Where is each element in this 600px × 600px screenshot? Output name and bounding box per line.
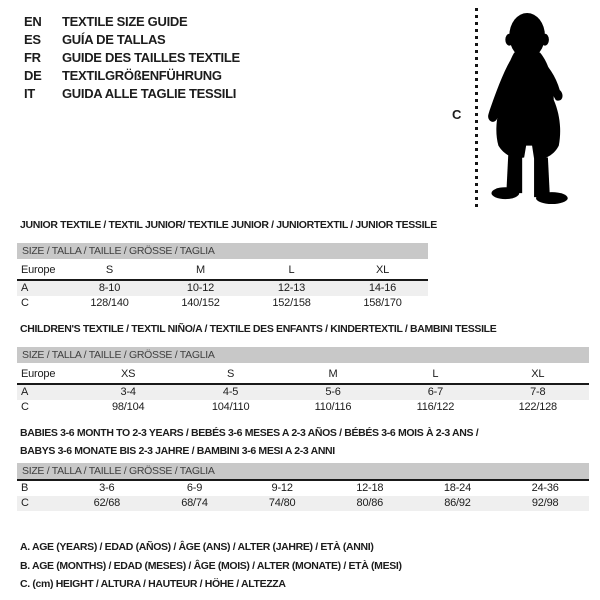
height-measure-figure [450, 6, 598, 216]
row-label: Europe [17, 364, 77, 384]
size-header-bar: SIZE / TALLA / TAILLE / GRÖSSE / TAGLIA [17, 243, 428, 260]
table-cell: 74/80 [238, 496, 326, 511]
dotted-height-line [475, 8, 478, 211]
table-cell: S [179, 364, 281, 384]
table-row [17, 400, 589, 415]
table-row [17, 480, 589, 496]
table-cell: 12-13 [246, 280, 337, 296]
babies-title-line-1: BABIES 3-6 MONTH TO 2-3 YEARS / BEBÉS 3-6 MESES A 2-3 AÑOS / BÉBÉS 3-6 MOIS À 2-3 ANS / [20, 427, 479, 439]
table-cell: M [155, 260, 246, 280]
height-measure-label: C [452, 107, 462, 122]
table-cell: 8-10 [64, 280, 155, 296]
lang-code: FR [24, 50, 41, 65]
lang-row-en [24, 13, 240, 31]
table-cell: L [246, 260, 337, 280]
toddler-silhouette-icon [486, 9, 592, 207]
table-cell: 18-24 [443, 482, 472, 494]
table-cell: S [64, 260, 155, 280]
lang-label: TEXTILE SIZE GUIDE [62, 14, 188, 29]
lang-code: IT [24, 86, 35, 101]
lang-label: GUIDA ALLE TAGLIE TESSILI [62, 86, 237, 101]
table-cell: 152/158 [272, 297, 311, 309]
lang-label: TEXTILGRÖßENFÜHRUNG [62, 68, 222, 83]
children-table-title: CHILDREN'S TEXTILE / TEXTIL NIÑO/A / TEXTILE DES ENFANTS / KINDERTEXTIL / BAMBINI TESSILE [20, 323, 497, 335]
lang-code: ES [24, 32, 41, 47]
babies-title-line-2: BABYS 3-6 MONATE BIS 2-3 JAHRE / BAMBINI 3-6 MESI A 2-3 ANNI [20, 445, 335, 457]
table-row [17, 260, 428, 280]
legend-line-c: C. (cm) HEIGHT / ALTURA / HAUTEUR / HÖHE / ALTEZZA [20, 578, 286, 590]
table-cell: 12-18 [356, 482, 384, 494]
table-cell: 6-7 [384, 384, 486, 400]
table-cell: 110/116 [314, 401, 352, 413]
row-label: B [21, 482, 29, 494]
language-title-list [24, 13, 240, 103]
lang-label: GUIDE DES TAILLES TEXTILE [62, 50, 240, 65]
lang-row-fr [24, 49, 240, 67]
row-label: C [21, 297, 29, 309]
table-cell: 5-6 [282, 384, 384, 400]
table-row [17, 296, 428, 311]
table-cell: 104/110 [211, 401, 250, 413]
legend-line-b: B. AGE (MONTHS) / EDAD (MESES) / ÂGE (MOIS) / ALTER (MONATE) / ETÀ (MESI) [20, 559, 402, 572]
lang-row-it [24, 85, 240, 103]
measurement-legend [20, 538, 402, 594]
lang-code: DE [24, 68, 42, 83]
table-cell: 68/74 [151, 496, 239, 511]
table-row [17, 384, 589, 400]
table-row [17, 496, 589, 511]
table-cell: XS [77, 364, 179, 384]
table-cell: 6-9 [186, 482, 203, 494]
table-cell: 122/128 [518, 401, 557, 413]
row-label: C [21, 401, 29, 413]
row-label: A [17, 280, 64, 296]
table-cell: 80/86 [326, 496, 414, 511]
babies-table-title [20, 424, 580, 460]
table-cell: 3-4 [77, 384, 179, 400]
babies-size-table [17, 463, 589, 511]
junior-size-table [17, 243, 428, 311]
table-row [17, 364, 589, 384]
table-cell: M [282, 364, 384, 384]
table-cell: 3-6 [99, 482, 115, 494]
size-header-bar: SIZE / TALLA / TAILLE / GRÖSSE / TAGLIA [17, 463, 589, 480]
lang-row-es [24, 31, 240, 49]
table-cell: 158/170 [363, 297, 402, 309]
table-cell: 9-12 [271, 482, 293, 494]
row-label: Europe [17, 260, 64, 280]
table-cell: 140/152 [181, 297, 220, 309]
table-cell: 24-36 [531, 482, 559, 494]
table-row [17, 280, 428, 296]
legend-line-a: A. AGE (YEARS) / EDAD (AÑOS) / ÂGE (ANS) / ALTER (JAHRE) / ETÀ (ANNI) [20, 541, 374, 553]
size-header-bar: SIZE / TALLA / TAILLE / GRÖSSE / TAGLIA [17, 347, 589, 364]
junior-table-title: JUNIOR TEXTILE / TEXTIL JUNIOR/ TEXTILE JUNIOR / JUNIORTEXTIL / JUNIOR TESSILE [20, 219, 437, 231]
lang-code: EN [24, 14, 42, 29]
table-cell: 7-8 [487, 384, 589, 400]
table-cell: 98/104 [111, 401, 145, 413]
table-cell: L [384, 364, 486, 384]
table-cell: 14-16 [337, 280, 428, 296]
table-cell: 86/92 [414, 496, 502, 511]
table-cell: 4-5 [179, 384, 281, 400]
table-cell: 92/98 [501, 496, 589, 511]
children-size-table [17, 347, 589, 415]
table-cell: 62/68 [63, 496, 151, 511]
table-cell: 128/140 [90, 297, 129, 309]
row-label: A [17, 384, 77, 400]
table-cell: XL [337, 260, 428, 280]
table-cell: 10-12 [155, 280, 246, 296]
lang-row-de [24, 67, 240, 85]
table-cell: XL [487, 364, 589, 384]
lang-label: GUÍA DE TALLAS [62, 32, 166, 47]
table-cell: 116/122 [416, 401, 455, 413]
row-label: C [17, 496, 63, 511]
